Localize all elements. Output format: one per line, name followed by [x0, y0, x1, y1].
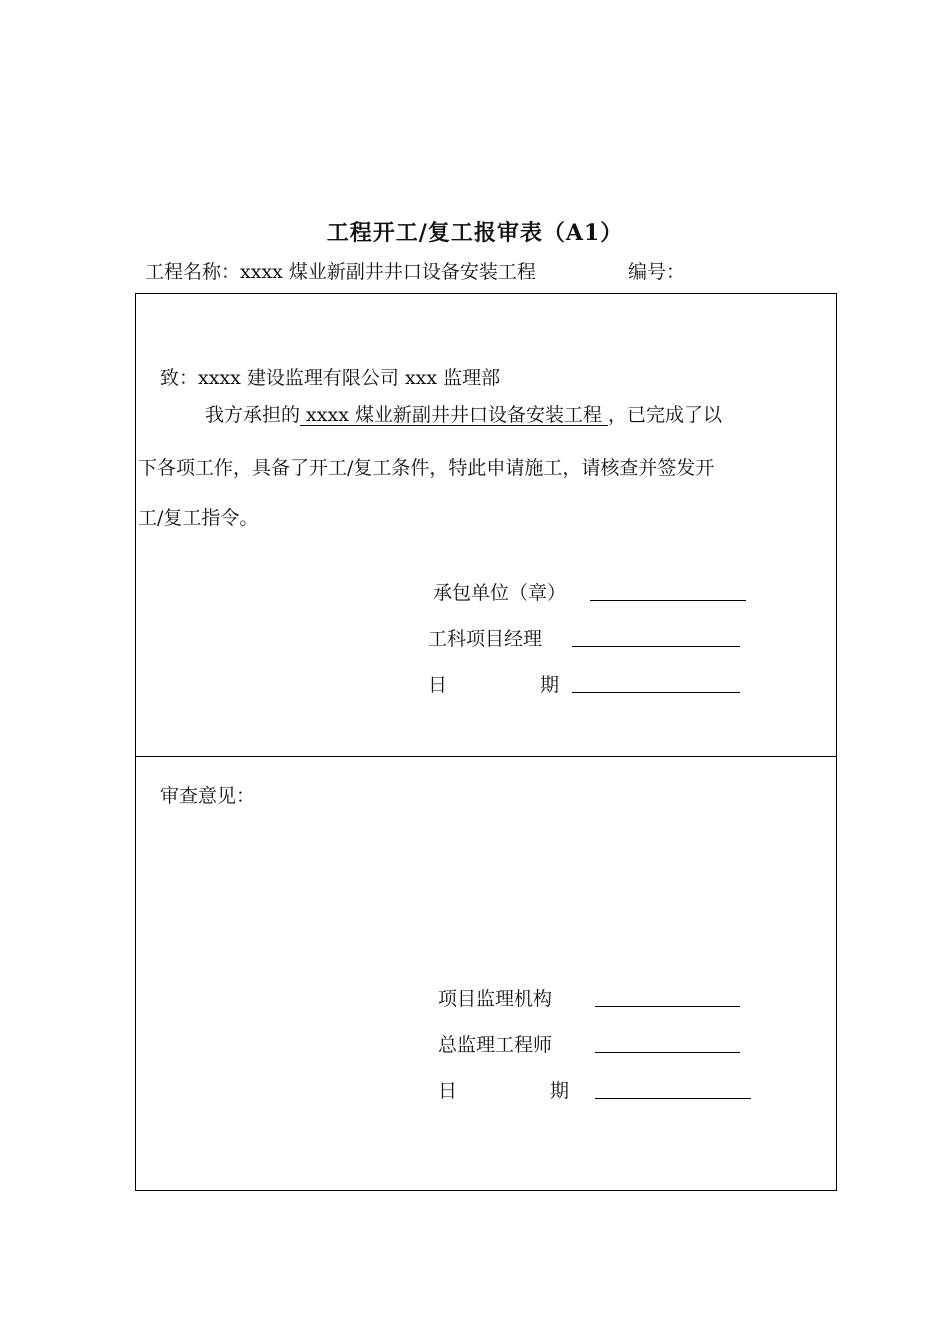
date-label-first: 日 [428, 674, 448, 696]
chief-engineer-label: 总监理工程师 [438, 1034, 553, 1056]
review-date-field[interactable] [595, 1078, 751, 1099]
recipient-line [160, 363, 500, 390]
review-date-label-first: 日 [438, 1080, 458, 1102]
body-line-2: 下各项工作，具备了开工/复工条件，特此申请施工，请核查并签发开 [138, 457, 715, 479]
application-date-field[interactable] [572, 672, 740, 693]
supervision-org-label: 项目监理机构 [438, 988, 553, 1010]
to-label: 致： [160, 367, 199, 389]
body-prefix: 我方承担的 [205, 404, 301, 426]
supervision-org-field[interactable] [595, 986, 740, 1007]
review-date-label-second: 期 [550, 1080, 570, 1102]
number-label: 编号： [628, 261, 686, 283]
chief-engineer-field[interactable] [595, 1032, 740, 1053]
project-label: 工程名称： [145, 261, 241, 283]
date-label-second: 期 [540, 674, 560, 696]
project-name-line [145, 257, 536, 284]
body-project-name: xxxx 煤业新副井井口设备安装工程 [300, 404, 608, 426]
body-line-3: 工/复工指令。 [138, 507, 259, 529]
contractor-signature-field[interactable] [590, 580, 746, 601]
project-name: xxxx 煤业新副井井口设备安装工程 [240, 261, 536, 283]
body-line-1 [205, 400, 722, 427]
page-title: 工程开工/复工报审表（A1） [326, 220, 624, 246]
manager-signature-field[interactable] [572, 626, 740, 647]
to-value: xxxx 建设监理有限公司 xxx 监理部 [198, 367, 501, 389]
manager-label: 工科项目经理 [428, 628, 543, 650]
review-opinion-label: 审查意见： [160, 785, 256, 807]
body-suffix: ，已完成了以 [608, 404, 723, 426]
contractor-label: 承包单位（章） [433, 582, 567, 604]
contractor-signature-line [433, 578, 566, 605]
review-section [135, 756, 837, 1191]
